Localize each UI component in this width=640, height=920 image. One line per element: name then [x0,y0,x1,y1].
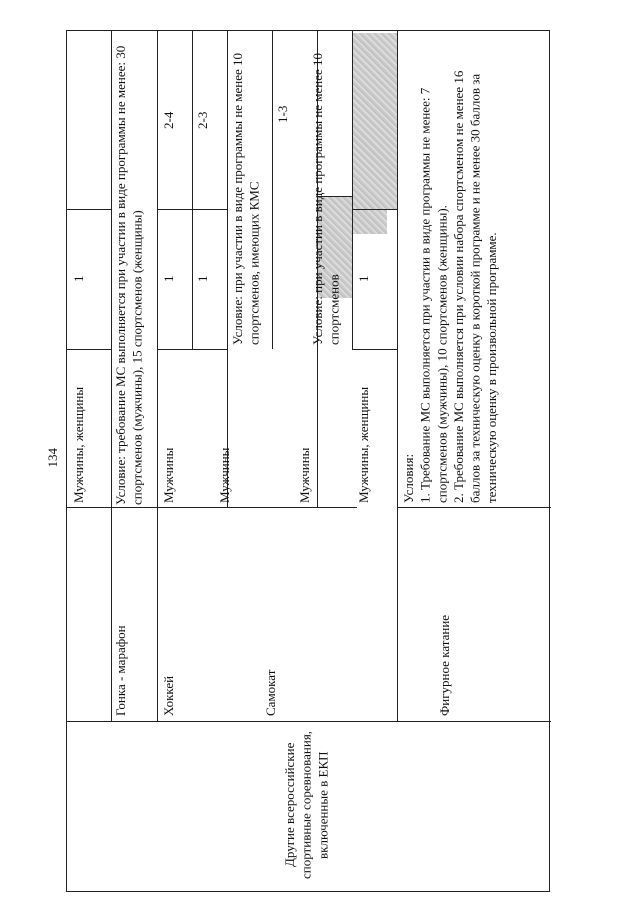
conditions-figure-skating [401,35,547,503]
column-divider [67,349,111,350]
row-divider [352,31,353,349]
discipline-scooter: Самокат [263,669,278,716]
condition-1: 1. Требование МС выполняется при участии в виде программы не менее: 7 спортсменов (мужчины), 10 спортсменов (женщины). [417,87,450,503]
column-divider [352,349,397,350]
condition-scooter-a: Условие: при участии в виде программы не менее 10 спортсменов, имеющих КМС [230,52,262,345]
gender-hockey: Мужчины [161,447,176,503]
page-number: 134 [45,448,60,468]
value-marathon: 1 [71,275,86,283]
value-figure-skating: 1 [356,275,371,283]
row-divider [397,31,398,721]
places-scooter-b: 1-3 [275,105,290,123]
discipline-figure-skating: Фигурное катание [437,614,452,716]
column-divider [157,349,227,350]
value-scooter-a: 1 [195,275,210,283]
row-divider [272,31,273,349]
row-divider [157,31,158,721]
condition-marathon: Условие: требование МС выполняется при участии в виде программы не менее: 30 спортсменов (мужчины), 15 спортсменов (женщины) [113,45,145,505]
row-divider [192,31,193,349]
shaded-cell [352,33,397,209]
conditions-title: Условия: [401,453,416,503]
gender-scooter-b: Мужчины [297,447,312,503]
gender-figure-skating: Мужчины, женщины [356,386,371,503]
requirements-table [66,30,550,892]
discipline-marathon: Гонка - марафон [113,625,128,716]
gender-marathon: Мужчины, женщины [71,386,86,503]
discipline-hockey: Хоккей [161,675,176,716]
condition-2: 2. Требование МС выполняется при условии набора спортсменом не менее 16 баллов за техническую оценку в короткой программе и не менее 30 баллов за техническую оценку в произвольной программе. [450,70,500,503]
column-divider [352,209,397,210]
places-hockey: 2-4 [161,111,176,129]
column-divider [397,507,551,508]
gender-scooter-a: Мужчины [217,447,232,503]
condition-scooter-b: Условие: при участии в виде программы не менее 10 спортсменов [310,52,342,345]
places-scooter-a: 2-3 [195,111,210,129]
row-divider [111,31,112,721]
value-hockey: 1 [161,275,176,283]
category-cell: Другие всероссийские спортивные соревнования, включенные в ЕКП [282,730,331,880]
column-divider [67,209,111,210]
